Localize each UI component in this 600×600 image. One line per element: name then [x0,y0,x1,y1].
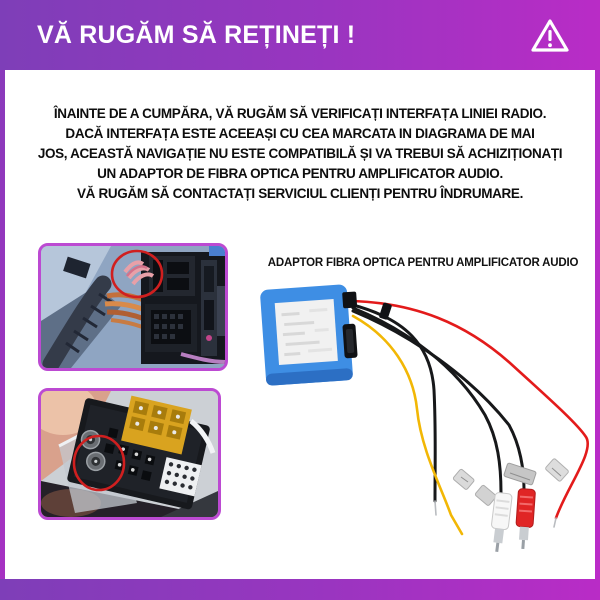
frame-bottom-bar [0,579,600,600]
radio-connector-illustration [41,246,225,368]
adapter-box [260,283,362,385]
bare-wire-tip [554,518,556,527]
warning-triangle-icon [530,18,570,54]
black-wire [353,305,435,501]
notice-paragraph [0,104,600,204]
diagram-title: ADAPTOR FIBRA OPTICA PENTRU AMPLIFICATOR AUDIO [267,257,579,269]
fiber-ports-illustration [41,391,218,517]
notice-line: JOS, ACEASTĂ NAVIGAȚIE NU ESTE COMPATIBILĂ ȘI VA TREBUI SĂ ACHIZIȚIONAȚI [37,146,563,161]
notice-line: DACĂ INTERFAȚA ESTE ACEEAȘI CU CEA MARCATA IN DIAGRAMA DE MAI [65,126,535,141]
fiber-ports-photo [38,388,221,520]
bare-wire-tip [435,501,436,515]
cable-tie [379,302,393,320]
red-rca-connector [514,488,535,549]
black-wire [353,308,501,493]
notice-line: UN ADAPTOR DE FIBRA OPTICA PENTRU AMPLIFICATOR AUDIO. [97,166,503,181]
notice-line: ÎNAINTE DE A CUMPĂRA, VĂ RUGĂM SĂ VERIFICAȚI INTERFAȚA LINIEI RADIO. [53,106,547,121]
notice-line: VĂ RUGĂM SĂ CONTACTAȚI SERVICIUL CLIENȚI PENTRU ÎNDRUMARE. [77,186,523,201]
fiber-optic-adapter-diagram [255,275,600,575]
header-band [0,0,600,70]
page-title: VĂ RUGĂM SĂ REȚINEȚI ! [37,20,356,49]
radio-connector-photo [38,243,228,371]
yellow-wire [353,316,462,534]
